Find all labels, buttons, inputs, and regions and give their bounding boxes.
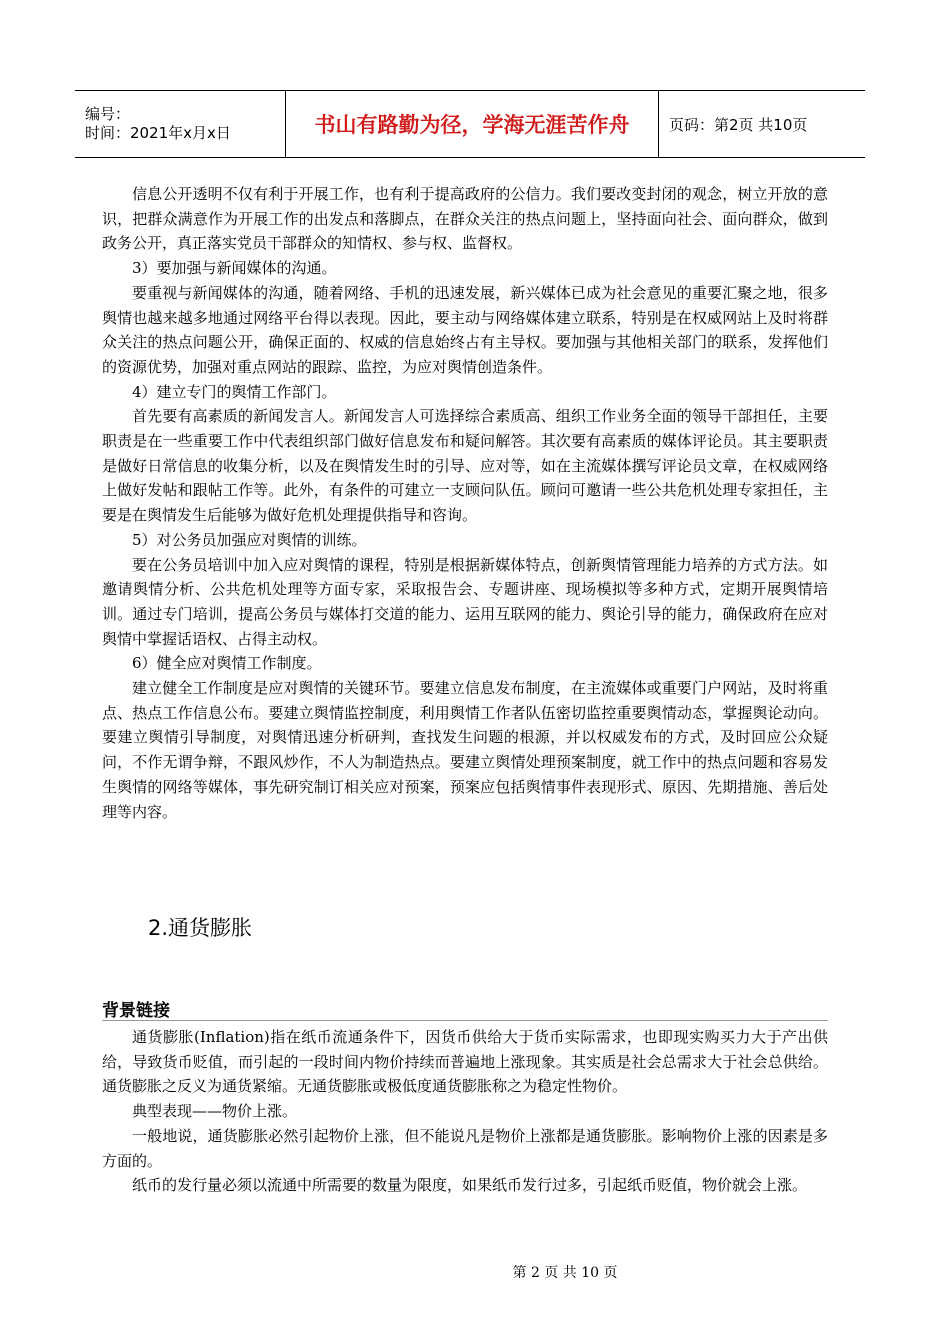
body-text-2 [102, 1025, 828, 1198]
paragraph: 3）要加强与新闻媒体的沟通。 [132, 259, 337, 278]
paragraph: 典型表现——物价上涨。 [132, 1102, 298, 1121]
body-text [102, 182, 828, 824]
section-title: 2.通货膨胀 [148, 916, 253, 940]
paragraph: 建立健全工作制度是应对舆情的关键环节。要建立信息发布制度，在主流媒体或重要门户网站，及时将重点、热点工作信息公布。要建立舆情监控制度，利用舆情工作者队伍密切监控重要舆情动态，掌握舆论动向。要建立舆情引导制度，对舆情迅速分析研判，查找发生问题的根源，并以权威发布的方式，及时回应公众疑问，不作无谓争辩，不跟风炒作，不人为制造热点。要建立舆情处理预案制度，就工作中的热点问题和容易发生舆情的网络等媒体，事先研究制订相关应对预案，预案应包括舆情事件表现形式、原因、先期措施、善后处理等内容。 [102, 679, 828, 821]
sub-title: 背景链接 [102, 996, 828, 1021]
paragraph: 首先要有高素质的新闻发言人。新闻发言人可选择综合素质高、组织工作业务全面的领导干部担任，主要职责是在一些重要工作中代表组织部门做好信息发布和疑问解答。其次要有高素质的媒体评论员。其主要职责是做好日常信息的收集分析，以及在舆情发生时的引导、应对等，如在主流媒体撰写评论员文章，在权威网络上做好发帖和跟帖工作等。此外，有条件的可建立一支顾问队伍。顾问可邀请一些公共危机处理专家担任，主要是在舆情发生后能够为做好危机处理提供指导和咨询。 [102, 407, 828, 525]
header-table [75, 90, 865, 158]
header-page-info: 页码：第2页 共10页 [669, 115, 808, 134]
paragraph: 5）对公务员加强应对舆情的训练。 [132, 530, 367, 549]
paragraph: 一般地说，通货膨胀必然引起物价上涨，但不能说凡是物价上涨都是通货膨胀。影响物价上涨的因素是多方面的。 [102, 1126, 828, 1170]
time-label: 时间：2021年x月x日 [85, 124, 231, 142]
header-motto: 书山有路勤为径，学海无涯苦作舟 [286, 91, 659, 158]
paragraph: 信息公开透明不仅有利于开展工作，也有利于提高政府的公信力。我们要改变封闭的观念，树立开放的意识，把群众满意作为开展工作的出发点和落脚点，在群众关注的热点问题上，坚持面向社会、面向群众，做到政务公开，真正落实党员干部群众的知情权、参与权、监督权。 [102, 185, 828, 253]
header-meta [75, 91, 286, 158]
paragraph: 要在公务员培训中加入应对舆情的课程，特别是根据新媒体特点，创新舆情管理能力培养的方式方法。如邀请舆情分析、公共危机处理等方面专家，采取报告会、专题讲座、现场模拟等多种方式，定期开展舆情培训。通过专门培训，提高公务员与媒体打交道的能力、运用互联网的能力、舆论引导的能力，确保政府在应对舆情中掌握话语权、占得主动权。 [102, 555, 828, 648]
paragraph: 要重视与新闻媒体的沟通，随着网络、手机的迅速发展，新兴媒体已成为社会意见的重要汇聚之地，很多舆情也越来越多地通过网络平台得以表现。因此，要主动与网络媒体建立联系，特别是在权威网站上及时将群众关注的热点问题公开，确保正面的、权威的信息始终占有主导权。要加强与其他相关部门的联系，发挥他们的资源优势，加强对重点网站的跟踪、监控，为应对舆情创造条件。 [102, 283, 828, 376]
paragraph: 纸币的发行量必须以流通中所需要的数量为限度，如果纸币发行过多，引起纸币贬值，物价就会上涨。 [132, 1176, 808, 1195]
number-label: 编号： [85, 105, 131, 123]
paragraph: 4）建立专门的舆情工作部门。 [132, 382, 337, 401]
paragraph: 通货膨胀(Inflation)指在纸币流通条件下，因货币供给大于货币实际需求，也即现实购买力大于产出供给，导致货币贬值，而引起的一段时间内物价持续而普遍地上涨现象。其实质是社会总需求大于社会总供给。通货膨胀之反义为通货紧缩。无通货膨胀或极低度通货膨胀称之为稳定性物价。 [102, 1028, 828, 1096]
page-footer: 第 2 页 共 10 页 [512, 1265, 618, 1281]
paragraph: 6）健全应对舆情工作制度。 [132, 654, 322, 673]
